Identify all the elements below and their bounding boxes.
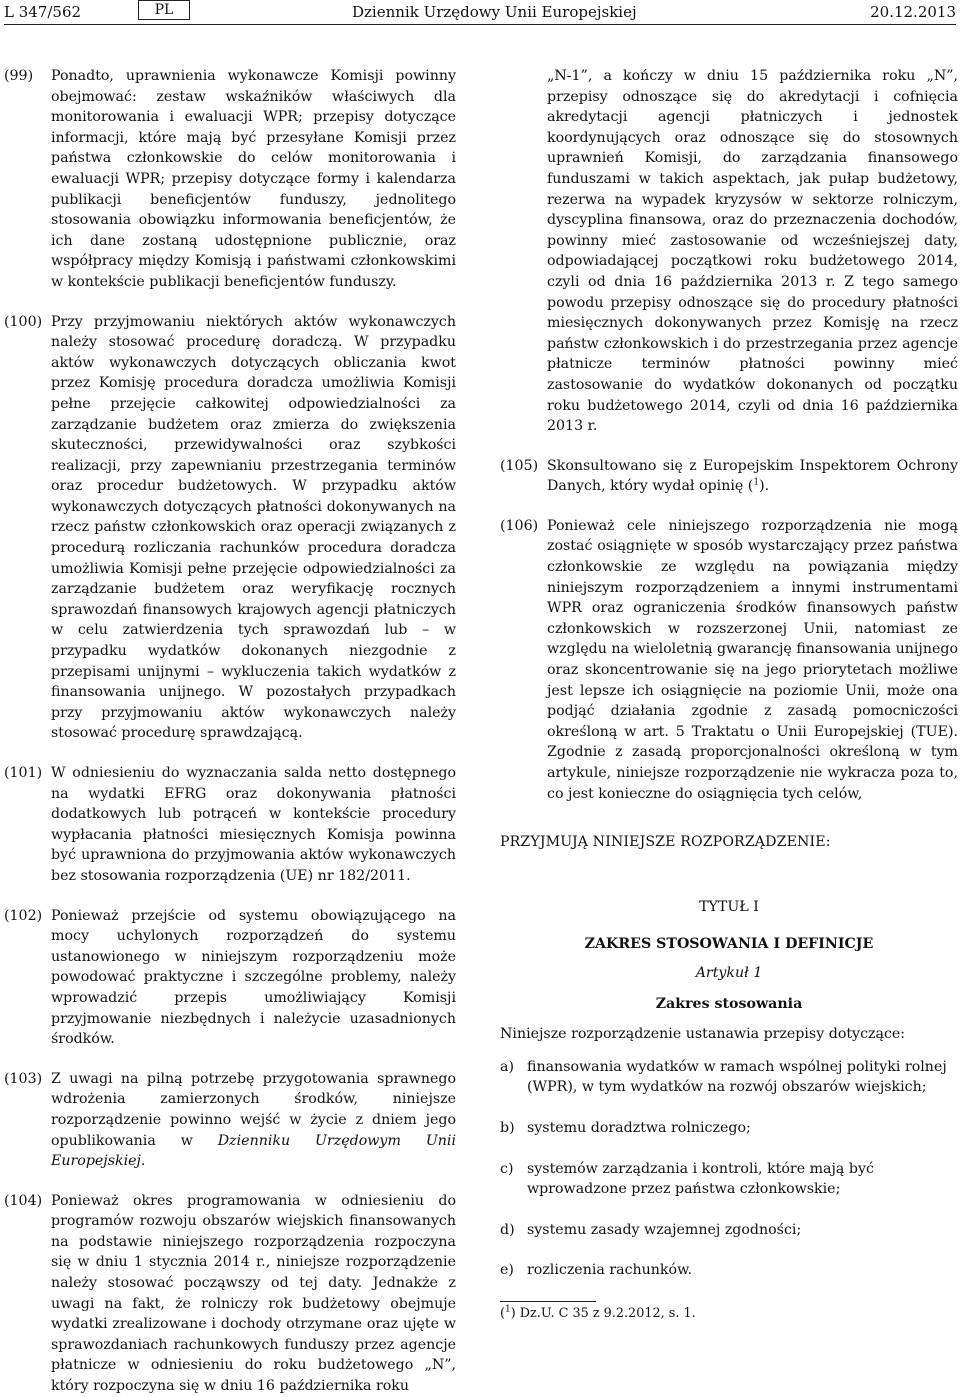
title-heading: ZAKRES STOSOWANIA I DEFINICJE xyxy=(584,936,874,953)
recital-104 xyxy=(4,1191,456,1397)
footnote-text: Dz.U. C 35 z 9.2.2012, s. 1. xyxy=(515,1305,696,1321)
recital-text: Ponieważ okres programowania w odniesieniu do programów rozwoju obszarów wiejskich finansowanych na podstawie niniejszego rozporządzenia rozpoczyna się w dniu 1 stycznia 2014 r., niniejsze rozporządzenie należy stosować począwszy od tej daty. Jednakże z uwagi na fakt, że rolniczy rok budżetowy obejmuje wydatki zrealizowane i dochody otrzymane oraz ujęte w sprawozdaniach rachunkowych funduszy przez agencje płatnicze w odniesieniu do roku budżetowego „N”, który rozpoczyna się w dniu 16 października roku xyxy=(51,1192,456,1395)
footnote-open: ( xyxy=(500,1305,505,1321)
left-column xyxy=(4,66,456,1393)
article-number: Artykuł 1 xyxy=(695,964,763,981)
list-item-text: systemów zarządzania i kontroli, które mają być wprowadzone przez państwa członkowskie; xyxy=(527,1160,874,1198)
title-label: TYTUŁ I xyxy=(699,898,759,915)
recital-number: (102) xyxy=(4,907,43,924)
recital-number: (101) xyxy=(4,765,43,781)
recital-text: Ponieważ cele niniejszego rozporządzenia nie mogą zostać osiągnięte w sposób wystarczający przez państwa członkowskie ze względu na powiązania między niniejszym rozporządzeniem a innymi instrumentami WPR oraz ograniczenia środków finansowych państw członkowskich w rozszerzonej Unii, natomiast ze względu na wieloletnią gwarancję finansowania unijnego oraz skoncentrowanie się na jego priorytetach możliwe jest lepsze ich osiągnięcie na poziomie Unii, może ona podjąć działania zgodnie z zasadą pomocniczości określoną w art. 5 Traktatu o Unii Europejskiej (TUE). Zgodnie z zasadą proporcjonalności określoną w tym artykule, niniejsze rozporządzenie nie wykracza poza to, co jest konieczne do osiągnięcia tych celów, xyxy=(547,517,958,802)
recital-106 xyxy=(500,516,958,804)
list-item xyxy=(500,1159,958,1200)
recital-text-end: . xyxy=(140,1153,146,1170)
recital-text-end: ). xyxy=(759,478,770,495)
right-column xyxy=(500,66,958,1393)
list-item-label: e) xyxy=(500,1262,514,1279)
recital-text: Ponieważ przejście od systemu obowiązującego na mocy uchylonych rozporządzeń do systemu ustanowionego w niniejszym rozporządzeniu może powodować praktyczne i szczególne problemy, należy wprowadzić przepis umożliwiający Komisji przyjmowanie niezbędnych i należycie uzasadnionych środków. xyxy=(51,907,456,1048)
journal-title: Dziennik Urzędowy Unii Europejskiej xyxy=(352,3,637,21)
recital-number: (100) xyxy=(4,313,43,330)
recital-103 xyxy=(4,1069,456,1172)
recital-102 xyxy=(4,906,456,1050)
recital-number: (105) xyxy=(500,457,539,474)
list-item-label: b) xyxy=(500,1119,515,1136)
list-item-text: systemu zasady wzajemnej zgodności; xyxy=(527,1221,802,1238)
recital-text xyxy=(51,1069,456,1172)
recital-text-part: Z uwagi na pilną potrzebę przygotowania sprawnego wdrożenia zamierzonych środków, niniejsze rozporządzenie powinno wejść w życie z dniem jego opublikowania w xyxy=(51,1070,456,1149)
recital-text: W odniesieniu do wyznaczania salda netto dostępnego na wydatki EFRG oraz dokonywania płatności dodatkowych lub potrąceń w kontekście procedury wypłacania płatności miesięcznych Komisja powinna być uprawniona do przyjmowania aktów wykonawczych bez stosowania rozporządzenia (UE) nr 182/2011. xyxy=(51,765,456,884)
footnote-marker: 1 xyxy=(505,1304,511,1315)
article-title: Zakres stosowania xyxy=(655,995,803,1012)
list-item-label: c) xyxy=(500,1160,514,1177)
recital-text: Przy przyjmowaniu niektórych aktów wykonawczych należy stosować procedurę doradczą. W przypadku aktów wykonawczych dotyczących obliczania kwot przez Komisję procedura doradcza umożliwia Komisji pełne przejęcie całkowitej odpowiedzialności za zarządzanie budżetem oraz zmierza do zwiększenia skuteczności, przewidywalności oraz szybkości realizacji, przy zapewnianiu przestrzegania terminów oraz procedur budżetowych. W przypadku aktów wykonawczych dotyczących płatności dokonywanych na rzecz państw członkowskich oraz operacji związanych z procedurą rozliczania rachunków procedura doradcza umożliwia Komisji pełne przejęcie odpowiedzialności za zarządzanie budżetem oraz weryfikację rocznych sprawozdań finansowych krajowych agencji płatniczych w celu zatwierdzenia tych sprawozdań lub – w przypadku wydatków dokonanych niezgodnie z przepisami unijnymi – wykluczenia takich wydatków z finansowania unijnego. W pozostałych przypadkach przy przyjmowaniu aktów wykonawczych należy stosować procedurę sprawdzającą. xyxy=(51,313,456,742)
list-item xyxy=(500,1260,958,1281)
article-intro: Niniejsze rozporządzenie ustanawia przepisy dotyczące: xyxy=(500,1026,906,1043)
language-badge: PL xyxy=(138,0,190,20)
publication-date: 20.12.2013 xyxy=(870,3,956,21)
recital-text-part: Skonsultowano się z Europejskim Inspektorem Ochrony Danych, który wydał opinię ( xyxy=(547,457,958,495)
journal-name-italic: Dzienniku Urzędowym Unii Europejskiej xyxy=(51,1132,456,1170)
recital-text: Ponadto, uprawnienia wykonawcze Komisji powinny obejmować: zestaw wskaźników właściwych dla monitorowania i ewaluacji WPR; przepisy dotyczące informacji, które mają być przesyłane Komisji przez państwa członkowskie do celów monitorowania i ewaluacji WPR; przepisy dotyczące formy i kalendarza publikacji beneficjentów funduszy, jednolitego stosowania obowiązku informowania beneficjentów, że ich dane zostaną udostępnione publicznie, oraz współpracy między Komisją i państwami członkowskimi w kontekście publikacji beneficjentów funduszy. xyxy=(51,68,456,290)
footnote xyxy=(500,1305,958,1323)
footnote-rule xyxy=(500,1301,596,1302)
list-item-text: rozliczenia rachunków. xyxy=(527,1262,693,1279)
header-rule xyxy=(4,24,956,25)
list-item-text: finansowania wydatków w ramach wspólnej polityki rolnej (WPR), w tym wydatków na rozwój obszarów wiejskich; xyxy=(527,1058,947,1096)
recital-number: (103) xyxy=(4,1070,43,1087)
scope-list xyxy=(500,1057,958,1281)
recital-105 xyxy=(500,456,958,497)
adoption-formula: PRZYJMUJĄ NINIEJSZE ROZPORZĄDZENIE: xyxy=(500,834,831,851)
footnote-reference[interactable]: 1 xyxy=(753,477,760,488)
recital-101 xyxy=(4,763,456,887)
page-header xyxy=(4,0,956,24)
recital-number: (99) xyxy=(4,68,34,84)
list-item-label: a) xyxy=(500,1058,514,1075)
recital-text xyxy=(547,456,958,497)
list-item xyxy=(500,1118,958,1139)
recital-100 xyxy=(4,312,456,744)
list-item-label: d) xyxy=(500,1221,515,1238)
recital-number: (104) xyxy=(4,1192,43,1209)
recital-number: (106) xyxy=(500,517,539,534)
list-item xyxy=(500,1220,958,1241)
list-item xyxy=(500,1057,958,1098)
recital-104-continuation: „N-1”, a kończy w dniu 15 października roku „N”, przepisy odnoszące się do akredytacji i cofnięcia akredytacji agencji płatniczych i jednostek koordynujących oraz odnoszące się do stosownych uprawnień Komisji, do zarządzania finansowego funduszami w takich aspektach, jak pułap budżetowy, rezerwa na wypadek kryzysów w sektorze rolniczym, dyscyplina finansowa, oraz do przeznaczenia dochodów, powinny mieć zastosowanie od wcześniejszej daty, odpowiadającej początkowi roku budżetowego 2014, czyli od dnia 16 października 2013 r. Z tego samego powodu przepisy odnoszące się do procedury płatności miesięcznych dokonywanych przez Komisję na rzecz państw członkowskich i do przestrzegania przez agencje płatnicze terminów płatności powinny mieć zastosowanie do wydatków dokonanych od początku roku budżetowego 2014, czyli od dnia 16 października 2013 r. xyxy=(547,68,958,435)
list-item-text: systemu doradztwa rolniczego; xyxy=(527,1119,751,1136)
page-reference: L 347/562 xyxy=(4,3,82,21)
footnote-close: ) xyxy=(510,1305,516,1321)
recital-99 xyxy=(4,66,456,293)
